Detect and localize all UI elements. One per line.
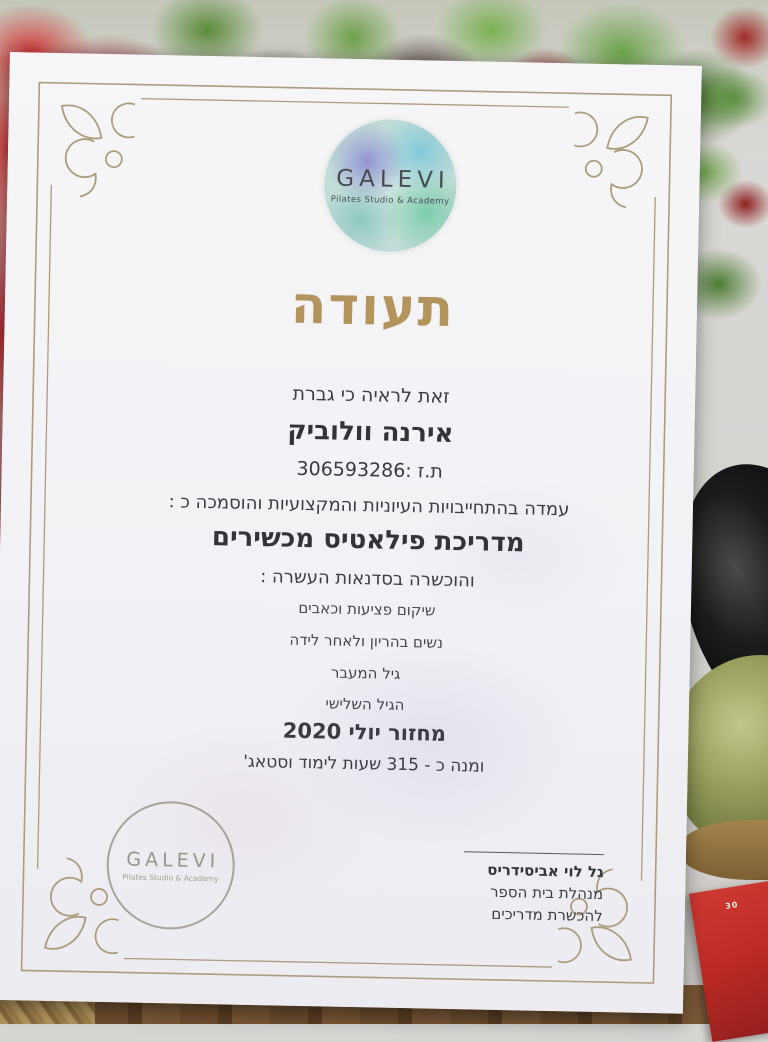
workshop-item: נשים בהריון ולאחר לידה <box>289 630 444 652</box>
signatory-role2: להכשרת מדריכים <box>491 904 603 925</box>
signature-block <box>463 851 604 927</box>
recipient-name: אירנה וולוביק <box>287 415 454 449</box>
hours-line: ומנה כ - 315 שעות לימוד וסטאג' <box>242 751 485 777</box>
qualification-title: מדריכת פילאטיס מכשירים <box>211 522 525 559</box>
certificate-paper <box>0 52 702 1014</box>
signatory-role1: מנהלת בית הספר <box>489 882 604 903</box>
red-box-label: 30 <box>724 900 740 911</box>
logo-wordmark: GALEVI <box>336 165 450 194</box>
workshop-item: גיל המעבר <box>330 663 401 683</box>
cohort-line: מחזור יולי 2020 <box>282 718 447 746</box>
intro-line: זאת לראיה כי גברת <box>292 382 450 408</box>
stamp-subtitle: Pilates Studio & Academy <box>122 871 219 883</box>
signatory-name: גל לוי אביסידריס <box>487 860 604 882</box>
stamp-wordmark: GALEVI <box>126 848 220 872</box>
id-number-line: ת.ז :306593286 <box>296 457 444 483</box>
workshops-intro: והוכשרה בסדנאות העשרה : <box>260 566 475 592</box>
galevi-watercolor-logo <box>323 118 458 253</box>
workshop-item: הגיל השלישי <box>325 694 405 715</box>
qualification-intro: עמדה בהתחייבויות העיוניות והמקצועיות והוסמכה כ : <box>168 491 570 521</box>
certificate-title: תעודה <box>290 275 456 339</box>
workshop-item: שיקום פציעות וכאבים <box>298 598 436 620</box>
logo-subtitle: Pilates Studio & Academy <box>330 193 450 207</box>
